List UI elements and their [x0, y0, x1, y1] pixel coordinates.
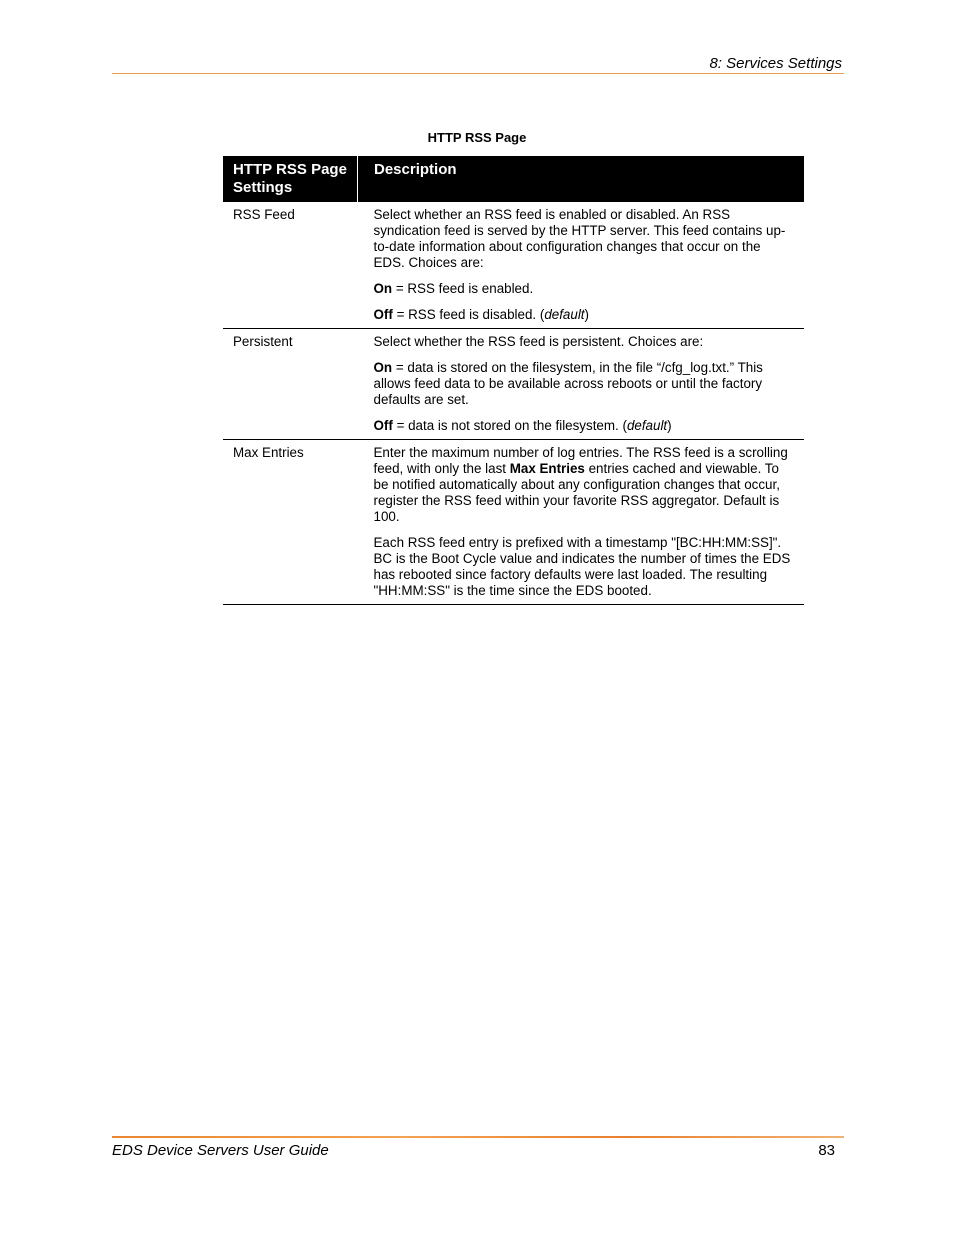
description-text: [374, 445, 793, 525]
setting-description: [358, 440, 805, 605]
table-row: [223, 440, 804, 605]
description-text-part: Enter the maximum number of log entries. The RSS feed is a scrolling feed, with only the last: [373, 445, 788, 476]
setting-description: [358, 202, 805, 329]
default-marker: default: [544, 307, 585, 322]
settings-table: [223, 156, 804, 605]
description-text-part: entries cached and viewable. To be notified automatically about any configuration changes that occur, register the RSS feed within your favorite RSS aggregator. Default is 100.: [373, 461, 780, 524]
choice-label: On: [373, 360, 393, 375]
choice-text: = RSS feed is enabled.: [392, 281, 534, 296]
section-title: 8: Services Settings: [709, 55, 842, 72]
choice-text: = RSS feed is disabled. (: [392, 307, 545, 322]
setting-name: Max Entries: [223, 440, 358, 605]
table-row: [223, 202, 804, 329]
choice-on: [374, 360, 793, 408]
setting-description: [358, 329, 805, 440]
choice-text-close: ): [584, 307, 589, 322]
emphasis-max-entries: Max Entries: [509, 461, 585, 476]
table-row: [223, 329, 804, 440]
page-number: 83: [818, 1142, 835, 1159]
table-caption: HTTP RSS Page: [427, 130, 527, 145]
setting-name: RSS Feed: [223, 202, 358, 329]
description-text: Select whether the RSS feed is persistent. Choices are:: [373, 334, 704, 349]
footer-divider: [112, 1136, 844, 1138]
guide-title: EDS Device Servers User Guide: [112, 1142, 329, 1159]
choice-off: [374, 307, 793, 323]
header-divider: [112, 73, 844, 74]
choice-text: = data is not stored on the filesystem. (: [392, 418, 627, 433]
choice-text: = data is stored on the filesystem, in the file “/cfg_log.txt.” This allows feed data to be available across reboots or until the factory defaults are set.: [373, 360, 763, 407]
description-text-timestamp: Each RSS feed entry is prefixed with a timestamp "[BC:HH:MM:SS]". BC is the Boot Cycle value and indicates the number of times the EDS has rebooted since factory defaults were last loaded. The resulting "HH:MM:SS" is the time since the EDS booted.: [373, 535, 791, 598]
column-header-settings: HTTP RSS Page Settings: [223, 156, 358, 202]
choice-on: [374, 281, 793, 297]
table-header-row: [223, 156, 804, 202]
description-text: Select whether an RSS feed is enabled or disabled. An RSS syndication feed is served by the HTTP server. This feed contains up-to-date information about configuration changes that occur on the EDS. Choices are:: [373, 207, 786, 270]
column-header-description: Description: [358, 156, 805, 202]
setting-name: Persistent: [223, 329, 358, 440]
choice-label: Off: [373, 418, 393, 433]
choice-label: On: [373, 281, 393, 296]
choice-off: [374, 418, 793, 434]
default-marker: default: [626, 418, 668, 433]
choice-label: Off: [373, 307, 393, 322]
choice-text-close: ): [667, 418, 672, 433]
